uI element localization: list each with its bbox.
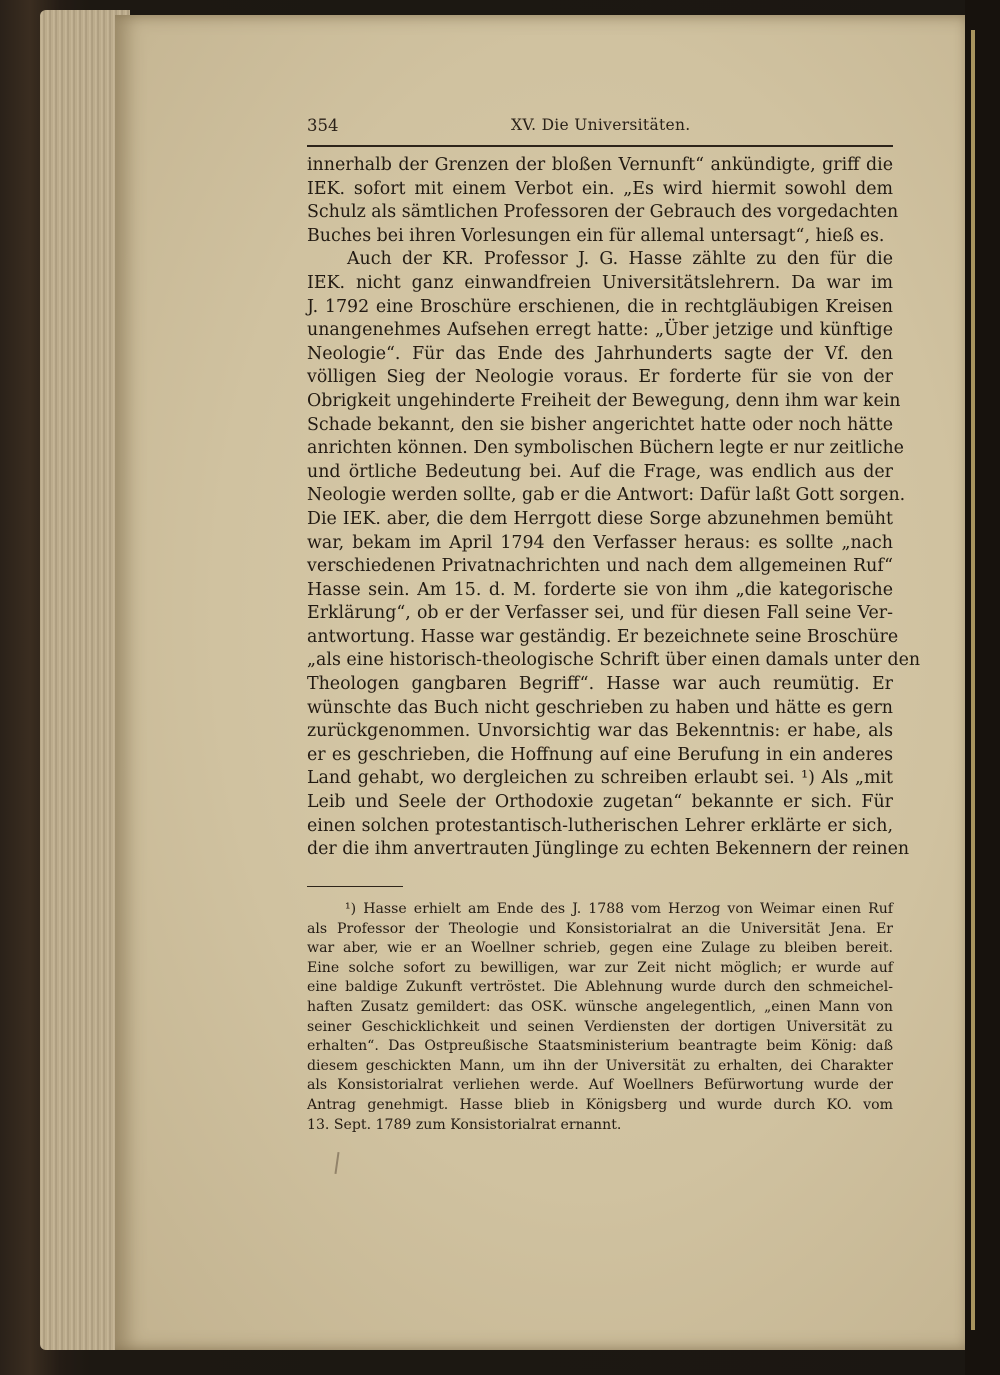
text-line: Neologie werden sollte, gab er die Antwort: Dafür laßt Gott sorgen. [307,485,906,506]
text-line: Buches bei ihren Vorlesungen ein für allemal untersagt“, hieß es. [307,225,885,246]
main-text [307,154,921,862]
text-line: Obrigkeit ungehinderte Freiheit der Bewegung, denn ihm war kein [307,390,901,411]
text-line: und örtliche Bedeutung bei. Auf die Frage, was endlich aus der [307,461,893,482]
footnote-line: erhalten“. Das Ostpreußische Staatsministerium beantragte beim König: daß [307,1038,893,1055]
text-line: Theologen gangbaren Begriff“. Hasse war auch reumütig. Er [307,674,893,695]
text-line: antwortung. Hasse war geständig. Er bezeichnete seine Broschüre [307,626,899,647]
footnote-line: haften Zusatz gemildert: das OSK. wünsche angelegentlich, „einen Mann von [307,998,893,1015]
text-line: verschiedenen Privatnachrichten und nach dem allgemeinen Ruf“ [307,556,893,577]
text-line: völligen Sieg der Neologie voraus. Er forderte für sie von der [307,367,893,388]
footnote-rule [307,886,403,887]
footnote-line: Antrag genehmigt. Hasse blieb in Königsberg und wurde durch KO. vom [307,1096,893,1113]
text-line: Erklärung“, ob er der Verfasser sei, und für diesen Fall seine Ver- [307,603,893,624]
text-line: der die ihm anvertrauten Jünglinge zu echten Bekennern der reinen [307,839,910,860]
running-head: XV. Die Universitäten. [511,116,691,134]
footnote-line: als Professor der Theologie und Konsistorialrat an die Universität Jena. Er [307,920,893,937]
footnotes [307,900,893,1135]
page-header [307,116,893,142]
text-line: einen solchen protestantisch-lutherischen Lehrer erklärte er sich, [307,815,893,836]
text-line: unangenehmes Aufsehen erregt hatte: „Über jetzige und künftige [307,320,893,341]
text-line: Die IEK. aber, die dem Herrgott diese Sorge abzunehmen bemüht [307,508,893,529]
header-rule [307,145,893,147]
footnote-line: war aber, wie er an Woellner schrieb, gegen eine Zulage zu bleiben bereit. [307,940,893,957]
footnote-line: ¹) Hasse erhielt am Ende des J. 1788 vom Herzog von Weimar einen Ruf [345,901,893,917]
text-line: IEK. nicht ganz einwandfreien Universitätslehrern. Da war im [307,272,893,293]
text-line: Land gehabt, wo dergleichen zu schreiben erlaubt sei. ¹) Als „mit [307,768,893,789]
page-number: 354 [307,116,339,135]
text-line: wünschte das Buch nicht geschrieben zu haben und hätte es gern [307,697,893,718]
text-line: Leib und Seele der Orthodoxie zugetan“ bekannte er sich. Für [307,792,893,813]
text-line: Auch der KR. Professor J. G. Hasse zählte zu den für die [347,249,893,270]
footnote-line: Eine solche sofort zu bewilligen, war zur Zeit nicht möglich; er wurde auf [307,959,893,976]
footnote-line: als Konsistorialrat verliehen werde. Auf Woellners Befürwortung wurde der [307,1077,893,1094]
footnote-line: seiner Geschicklichkeit und seinen Verdiensten der dortigen Universität zu [307,1018,893,1035]
text-line: er es geschrieben, die Hoffnung auf eine Berufung in ein anderes [307,744,893,765]
text-line: Schade bekannt, den sie bisher angerichtet hatte oder noch hätte [307,414,893,435]
text-line: J. 1792 eine Broschüre erschienen, die in rechtgläubigen Kreisen [307,296,893,317]
footnote-line: 13. Sept. 1789 zum Konsistorialrat ernannt. [307,1116,622,1133]
footnote-line: diesem geschickten Mann, um ihn der Universität zu erhalten, dei Charakter [307,1057,893,1074]
text-line: war, bekam im April 1794 den Verfasser heraus: es sollte „nach [307,532,893,553]
text-line: anrichten können. Den symbolischen Büchern legte er nur zeitliche [307,438,904,459]
binding-edge [965,0,1000,1375]
text-line: zurückgenommen. Unvorsichtig war das Bekenntnis: er habe, als [307,721,893,742]
text-line: „als eine historisch-theologische Schrift über einen damals unter den [307,650,921,671]
text-line: Schulz als sämtlichen Professoren der Gebrauch des vorgedachten [307,202,899,223]
text-line: IEK. sofort mit einem Verbot ein. „Es wird hiermit sowohl dem [307,178,893,199]
text-line: Neologie“. Für das Ende des Jahrhunderts sagte der Vf. den [307,343,893,364]
text-line: Hasse sein. Am 15. d. M. forderte sie von ihm „die kategorische [307,579,893,600]
text-line: innerhalb der Grenzen der bloßen Vernunft“ ankündigte, griff die [307,155,893,175]
footnote-line: eine baldige Zukunft vertröstet. Die Ablehnung wurde durch den schmeichel- [307,979,893,996]
